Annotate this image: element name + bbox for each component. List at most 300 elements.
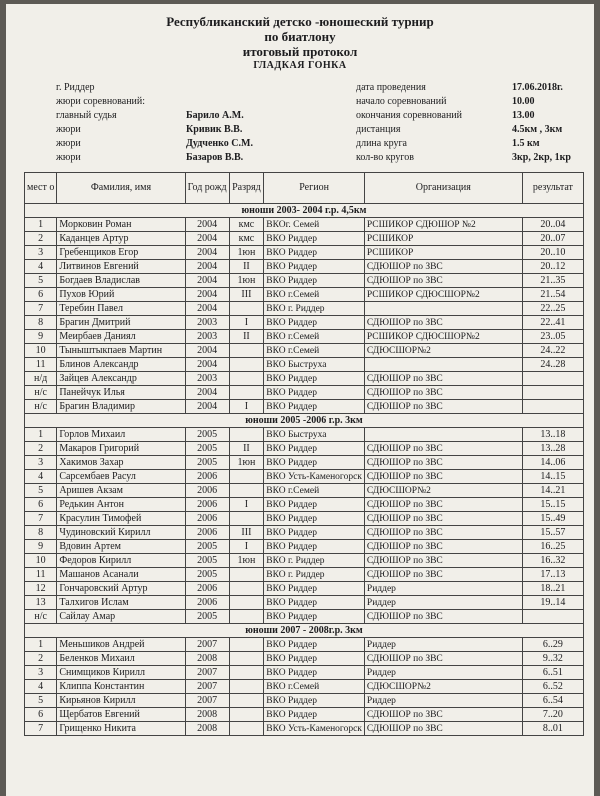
group-title: юноши 2005 -2006 г.р. 3км — [25, 414, 584, 428]
cell-result: 8..01 — [522, 722, 583, 736]
tournament-title: Республиканский детско -юношеский турнир — [166, 14, 434, 29]
cell-org: СДЮШОР по ЗВС — [364, 372, 522, 386]
table-row — [25, 540, 584, 554]
jury2-name: Дудченко С.М. — [186, 138, 253, 149]
cell-place: 4 — [25, 470, 57, 484]
cell-result — [522, 400, 583, 414]
date-value: 17.06.2018г. — [512, 82, 563, 93]
cell-year: 2007 — [185, 694, 229, 708]
cell-rank — [229, 344, 264, 358]
cell-place: 1 — [25, 638, 57, 652]
cell-region: ВКО Риддер — [264, 610, 365, 624]
cell-org: РСШИКОР — [364, 246, 522, 260]
cell-name: Тыныштыкпаев Мартин — [57, 344, 185, 358]
cell-result: 24..28 — [522, 358, 583, 372]
cell-name: Редькин Антон — [57, 498, 185, 512]
cell-name: Богдаев Владислав — [57, 274, 185, 288]
cell-region: ВКО Усть-Каменогорск — [264, 722, 365, 736]
cell-region: ВКО Риддер — [264, 372, 365, 386]
cell-place: н/д — [25, 372, 57, 386]
cell-year: 2004 — [185, 358, 229, 372]
cell-name: Гончаровский Артур — [57, 582, 185, 596]
cell-org: Риддер — [364, 666, 522, 680]
cell-place: 7 — [25, 722, 57, 736]
results-table — [24, 172, 584, 736]
results-body — [25, 204, 584, 736]
cell-place: н/с — [25, 400, 57, 414]
cell-name: Сарсембаев Расул — [57, 470, 185, 484]
group-title: юноши 2007 - 2008г.р. 3км — [25, 624, 584, 638]
cell-result: 15..57 — [522, 526, 583, 540]
cell-region: ВКО Быструха — [264, 428, 365, 442]
cell-year: 2003 — [185, 372, 229, 386]
cell-name: Горлов Михаил — [57, 428, 185, 442]
cell-place: 11 — [25, 568, 57, 582]
cell-result: 14..06 — [522, 456, 583, 470]
col-org: Организация — [364, 173, 522, 204]
jury2-label: жюри — [56, 138, 81, 149]
cell-rank — [229, 638, 264, 652]
table-row — [25, 512, 584, 526]
start-value: 10.00 — [512, 96, 535, 107]
cell-result: 22..25 — [522, 302, 583, 316]
cell-result — [522, 610, 583, 624]
cell-region: ВКО Риддер — [264, 442, 365, 456]
cell-place: 2 — [25, 232, 57, 246]
table-row — [25, 232, 584, 246]
cell-org: СДЮШОР по ЗВС — [364, 498, 522, 512]
cell-region: ВКО Риддер — [264, 694, 365, 708]
cell-rank: 1юн — [229, 554, 264, 568]
cell-rank — [229, 428, 264, 442]
cell-rank: III — [229, 526, 264, 540]
table-row — [25, 246, 584, 260]
cell-year: 2006 — [185, 596, 229, 610]
cell-place: 10 — [25, 344, 57, 358]
end-label: окончания соревнований — [356, 110, 463, 121]
cell-name: Талхигов Ислам — [57, 596, 185, 610]
cell-rank: II — [229, 260, 264, 274]
cell-year: 2003 — [185, 316, 229, 330]
cell-result: 17..13 — [522, 568, 583, 582]
cell-name: Хакимов Захар — [57, 456, 185, 470]
cell-region: ВКО Риддер — [264, 540, 365, 554]
cell-place: 13 — [25, 596, 57, 610]
jury3-name: Базаров В.В. — [186, 152, 244, 163]
table-row — [25, 652, 584, 666]
cell-place: 6 — [25, 708, 57, 722]
col-result: результат — [522, 173, 583, 204]
table-row — [25, 386, 584, 400]
cell-region: ВКО Усть-Каменогорск — [264, 470, 365, 484]
cell-name: Снимщиков Кирилл — [57, 666, 185, 680]
date-label: дата проведения — [356, 82, 426, 93]
cell-name: Блинов Александр — [57, 358, 185, 372]
cell-place: 9 — [25, 540, 57, 554]
cell-name: Красулин Тимофей — [57, 512, 185, 526]
cell-region: ВКО Риддер — [264, 246, 365, 260]
cell-place: 7 — [25, 302, 57, 316]
cell-year: 2004 — [185, 386, 229, 400]
table-row — [25, 274, 584, 288]
cell-result: 16..32 — [522, 554, 583, 568]
cell-result: 14..15 — [522, 470, 583, 484]
cell-rank — [229, 652, 264, 666]
cell-region: ВКО г.Семей — [264, 484, 365, 498]
cell-org: СДЮШОР по ЗВС — [364, 708, 522, 722]
lap-value: 1.5 км — [512, 138, 540, 149]
city-label: г. Риддер — [56, 82, 95, 93]
cell-year: 2004 — [185, 288, 229, 302]
cell-region: ВКО Риддер — [264, 596, 365, 610]
cell-org: СДЮШОР по ЗВС — [364, 722, 522, 736]
cell-year: 2004 — [185, 232, 229, 246]
cell-org: СДЮШОР по ЗВС — [364, 274, 522, 288]
table-row — [25, 316, 584, 330]
cell-place: 2 — [25, 652, 57, 666]
cell-region: ВКО Риддер — [264, 638, 365, 652]
cell-result: 22..41 — [522, 316, 583, 330]
cell-org: СДЮШОР по ЗВС — [364, 554, 522, 568]
cell-rank: III — [229, 288, 264, 302]
cell-region: ВКО Риддер — [264, 652, 365, 666]
cell-region: ВКО г.Семей — [264, 288, 365, 302]
cell-year: 2004 — [185, 260, 229, 274]
cell-org: РСШИКОР СДЮСШОР№2 — [364, 330, 522, 344]
cell-region: ВКОг. Семей — [264, 218, 365, 232]
cell-region: ВКО Риддер — [264, 274, 365, 288]
cell-rank — [229, 358, 264, 372]
cell-rank — [229, 470, 264, 484]
cell-result: 15..49 — [522, 512, 583, 526]
cell-name: Морковин Роман — [57, 218, 185, 232]
cell-name: Каданцев Артур — [57, 232, 185, 246]
cell-rank — [229, 666, 264, 680]
cell-year: 2004 — [185, 302, 229, 316]
cell-region: ВКО Риддер — [264, 456, 365, 470]
chief-judge-name: Барило А.М. — [186, 110, 244, 121]
cell-year: 2008 — [185, 652, 229, 666]
cell-result: 20..10 — [522, 246, 583, 260]
jury1-label: жюри — [56, 124, 81, 135]
table-row — [25, 344, 584, 358]
cell-place: н/с — [25, 610, 57, 624]
cell-place: 3 — [25, 456, 57, 470]
cell-result: 6..52 — [522, 680, 583, 694]
cell-region: ВКО Риддер — [264, 316, 365, 330]
cell-rank — [229, 568, 264, 582]
cell-year: 2005 — [185, 428, 229, 442]
table-row — [25, 372, 584, 386]
cell-org: СДЮШОР по ЗВС — [364, 568, 522, 582]
col-rank: Разряд — [229, 173, 264, 204]
cell-region: ВКО г.Семей — [264, 330, 365, 344]
cell-name: Брагин Владимир — [57, 400, 185, 414]
cell-org: РСШИКОР СДЮСШОР№2 — [364, 288, 522, 302]
cell-result: 20..07 — [522, 232, 583, 246]
cell-org: Риддер — [364, 638, 522, 652]
cell-region: ВКО г. Риддер — [264, 554, 365, 568]
cell-year: 2004 — [185, 274, 229, 288]
header-row — [25, 173, 584, 204]
cell-rank — [229, 610, 264, 624]
cell-org: Риддер — [364, 694, 522, 708]
table-row — [25, 358, 584, 372]
cell-result: 6..29 — [522, 638, 583, 652]
cell-year: 2005 — [185, 456, 229, 470]
cell-rank — [229, 596, 264, 610]
cell-rank — [229, 722, 264, 736]
table-row — [25, 400, 584, 414]
cell-region: ВКО Риддер — [264, 512, 365, 526]
cell-org: СДЮСШОР№2 — [364, 680, 522, 694]
cell-name: Гребенщиков Егор — [57, 246, 185, 260]
cell-place: 4 — [25, 680, 57, 694]
cell-rank: кмс — [229, 218, 264, 232]
cell-org: СДЮШОР по ЗВС — [364, 400, 522, 414]
cell-place: 8 — [25, 316, 57, 330]
cell-place: 7 — [25, 512, 57, 526]
table-row — [25, 526, 584, 540]
cell-name: Беленков Михаил — [57, 652, 185, 666]
table-row — [25, 260, 584, 274]
cell-place: 1 — [25, 428, 57, 442]
cell-org: РСШИКОР СДЮШОР №2 — [364, 218, 522, 232]
cell-region: ВКО Риддер — [264, 400, 365, 414]
table-row — [25, 722, 584, 736]
table-row — [25, 610, 584, 624]
table-row — [25, 302, 584, 316]
cell-year: 2005 — [185, 568, 229, 582]
cell-place: 4 — [25, 260, 57, 274]
protocol-title: итоговый протокол — [242, 44, 358, 59]
cell-name: Меирбаев Даниял — [57, 330, 185, 344]
cell-rank — [229, 302, 264, 316]
cell-region: ВКО Риддер — [264, 708, 365, 722]
table-row — [25, 568, 584, 582]
cell-region: ВКО Риддер — [264, 582, 365, 596]
cell-org: СДЮШОР по ЗВС — [364, 386, 522, 400]
cell-org: СДЮШОР по ЗВС — [364, 470, 522, 484]
table-row — [25, 442, 584, 456]
cell-name: Клиппа Константин — [57, 680, 185, 694]
table-row — [25, 484, 584, 498]
table-row — [25, 680, 584, 694]
cell-result: 21..35 — [522, 274, 583, 288]
cell-result: 7..20 — [522, 708, 583, 722]
cell-region: ВКО Риддер — [264, 260, 365, 274]
cell-year: 2008 — [185, 708, 229, 722]
cell-rank — [229, 372, 264, 386]
end-value: 13.00 — [512, 110, 535, 121]
table-row — [25, 638, 584, 652]
cell-result — [522, 372, 583, 386]
table-row — [25, 428, 584, 442]
cell-year: 2007 — [185, 638, 229, 652]
start-label: начало соревнований — [356, 96, 447, 107]
cell-region: ВКО Риддер — [264, 666, 365, 680]
cell-name: Щербатов Евгений — [57, 708, 185, 722]
cell-year: 2003 — [185, 330, 229, 344]
cell-place: 6 — [25, 498, 57, 512]
cell-name: Панейчук Илья — [57, 386, 185, 400]
cell-name: Сайлау Амар — [57, 610, 185, 624]
table-row — [25, 330, 584, 344]
cell-region: ВКО Быструха — [264, 358, 365, 372]
table-row — [25, 694, 584, 708]
cell-org: СДЮШОР по ЗВС — [364, 442, 522, 456]
cell-org: СДЮШОР по ЗВС — [364, 610, 522, 624]
cell-rank — [229, 484, 264, 498]
cell-org: Риддер — [364, 596, 522, 610]
cell-region: ВКО г.Семей — [264, 344, 365, 358]
distance-label: дистанция — [356, 124, 401, 135]
cell-org: РСШИКОР — [364, 232, 522, 246]
group-header-row — [25, 624, 584, 638]
cell-region: ВКО г. Риддер — [264, 302, 365, 316]
cell-rank: II — [229, 330, 264, 344]
distance-value: 4.5км , 3км — [512, 124, 563, 135]
cell-result: 20..04 — [522, 218, 583, 232]
cell-org: СДЮСШОР№2 — [364, 484, 522, 498]
cell-rank — [229, 694, 264, 708]
cell-place: 3 — [25, 246, 57, 260]
cell-place: н/с — [25, 386, 57, 400]
cell-year: 2008 — [185, 722, 229, 736]
col-region: Регион — [264, 173, 365, 204]
lap-label: длина круга — [356, 138, 407, 149]
cell-rank: 1юн — [229, 274, 264, 288]
cell-name: Макаров Григорий — [57, 442, 185, 456]
cell-rank: I — [229, 316, 264, 330]
cell-rank — [229, 680, 264, 694]
table-row — [25, 470, 584, 484]
cell-rank — [229, 386, 264, 400]
cell-year: 2006 — [185, 484, 229, 498]
protocol-sheet — [6, 4, 594, 796]
col-year: Год рожд — [185, 173, 229, 204]
cell-name: Вдовин Артем — [57, 540, 185, 554]
cell-name: Чудиновский Кирилл — [57, 526, 185, 540]
sport-title: по биатлону — [264, 29, 336, 44]
cell-org: СДЮШОР по ЗВС — [364, 652, 522, 666]
group-header-row — [25, 414, 584, 428]
cell-place: 5 — [25, 484, 57, 498]
cell-result: 20..12 — [522, 260, 583, 274]
cell-place: 12 — [25, 582, 57, 596]
cell-place: 5 — [25, 694, 57, 708]
laps-label: кол-во кругов — [356, 152, 414, 163]
jury3-label: жюри — [56, 152, 81, 163]
table-row — [25, 708, 584, 722]
cell-place: 10 — [25, 554, 57, 568]
cell-org — [364, 358, 522, 372]
cell-year: 2007 — [185, 666, 229, 680]
cell-rank — [229, 708, 264, 722]
cell-year: 2006 — [185, 470, 229, 484]
table-row — [25, 596, 584, 610]
cell-place: 3 — [25, 666, 57, 680]
cell-name: Зайцев Александр — [57, 372, 185, 386]
cell-result — [522, 386, 583, 400]
table-row — [25, 218, 584, 232]
cell-year: 2004 — [185, 246, 229, 260]
cell-org: СДЮШОР по ЗВС — [364, 512, 522, 526]
cell-org — [364, 428, 522, 442]
cell-result: 13..18 — [522, 428, 583, 442]
table-row — [25, 456, 584, 470]
cell-year: 2006 — [185, 512, 229, 526]
cell-year: 2005 — [185, 554, 229, 568]
table-row — [25, 554, 584, 568]
cell-name: Брагин Дмитрий — [57, 316, 185, 330]
cell-region: ВКО Риддер — [264, 386, 365, 400]
table-row — [25, 498, 584, 512]
cell-place: 6 — [25, 288, 57, 302]
cell-year: 2004 — [185, 400, 229, 414]
cell-org: Риддер — [364, 582, 522, 596]
cell-place: 2 — [25, 442, 57, 456]
jury-label: жюри соревнований: — [56, 96, 146, 107]
group-title: юноши 2003- 2004 г.р. 4,5км — [25, 204, 584, 218]
cell-org: СДЮШОР по ЗВС — [364, 260, 522, 274]
cell-name: Грищенко Никита — [57, 722, 185, 736]
cell-region: ВКО Риддер — [264, 498, 365, 512]
cell-region: ВКО Риддер — [264, 526, 365, 540]
chief-judge-label: главный судья — [56, 110, 117, 121]
cell-year: 2004 — [185, 344, 229, 358]
cell-year: 2006 — [185, 526, 229, 540]
cell-name: Теребин Павел — [57, 302, 185, 316]
cell-year: 2006 — [185, 498, 229, 512]
cell-region: ВКО г.Семей — [264, 680, 365, 694]
cell-result: 14..21 — [522, 484, 583, 498]
cell-result: 19..14 — [522, 596, 583, 610]
cell-result: 21..54 — [522, 288, 583, 302]
cell-result: 15..15 — [522, 498, 583, 512]
cell-year: 2007 — [185, 680, 229, 694]
cell-rank: 1юн — [229, 456, 264, 470]
cell-org: СДЮШОР по ЗВС — [364, 316, 522, 330]
cell-rank: кмс — [229, 232, 264, 246]
cell-org: СДЮШОР по ЗВС — [364, 526, 522, 540]
cell-result: 23..05 — [522, 330, 583, 344]
laps-value: 3кр, 2кр, 1кр — [512, 152, 571, 163]
cell-year: 2004 — [185, 218, 229, 232]
cell-year: 2005 — [185, 540, 229, 554]
cell-rank: I — [229, 540, 264, 554]
cell-result: 6..54 — [522, 694, 583, 708]
cell-rank — [229, 582, 264, 596]
cell-rank: 1юн — [229, 246, 264, 260]
cell-org — [364, 302, 522, 316]
col-place: мест о — [25, 173, 57, 204]
table-row — [25, 666, 584, 680]
cell-name: Машанов Асанали — [57, 568, 185, 582]
cell-name: Кирьянов Кирилл — [57, 694, 185, 708]
cell-name: Аришев Акзам — [57, 484, 185, 498]
race-type-title: ГЛАДКАЯ ГОНКА — [253, 60, 347, 71]
cell-result: 18..21 — [522, 582, 583, 596]
cell-result: 16..25 — [522, 540, 583, 554]
cell-org: СДЮСШОР№2 — [364, 344, 522, 358]
cell-place: 8 — [25, 526, 57, 540]
cell-rank: II — [229, 442, 264, 456]
cell-year: 2005 — [185, 442, 229, 456]
cell-place: 5 — [25, 274, 57, 288]
cell-year: 2005 — [185, 610, 229, 624]
cell-result: 9..32 — [522, 652, 583, 666]
